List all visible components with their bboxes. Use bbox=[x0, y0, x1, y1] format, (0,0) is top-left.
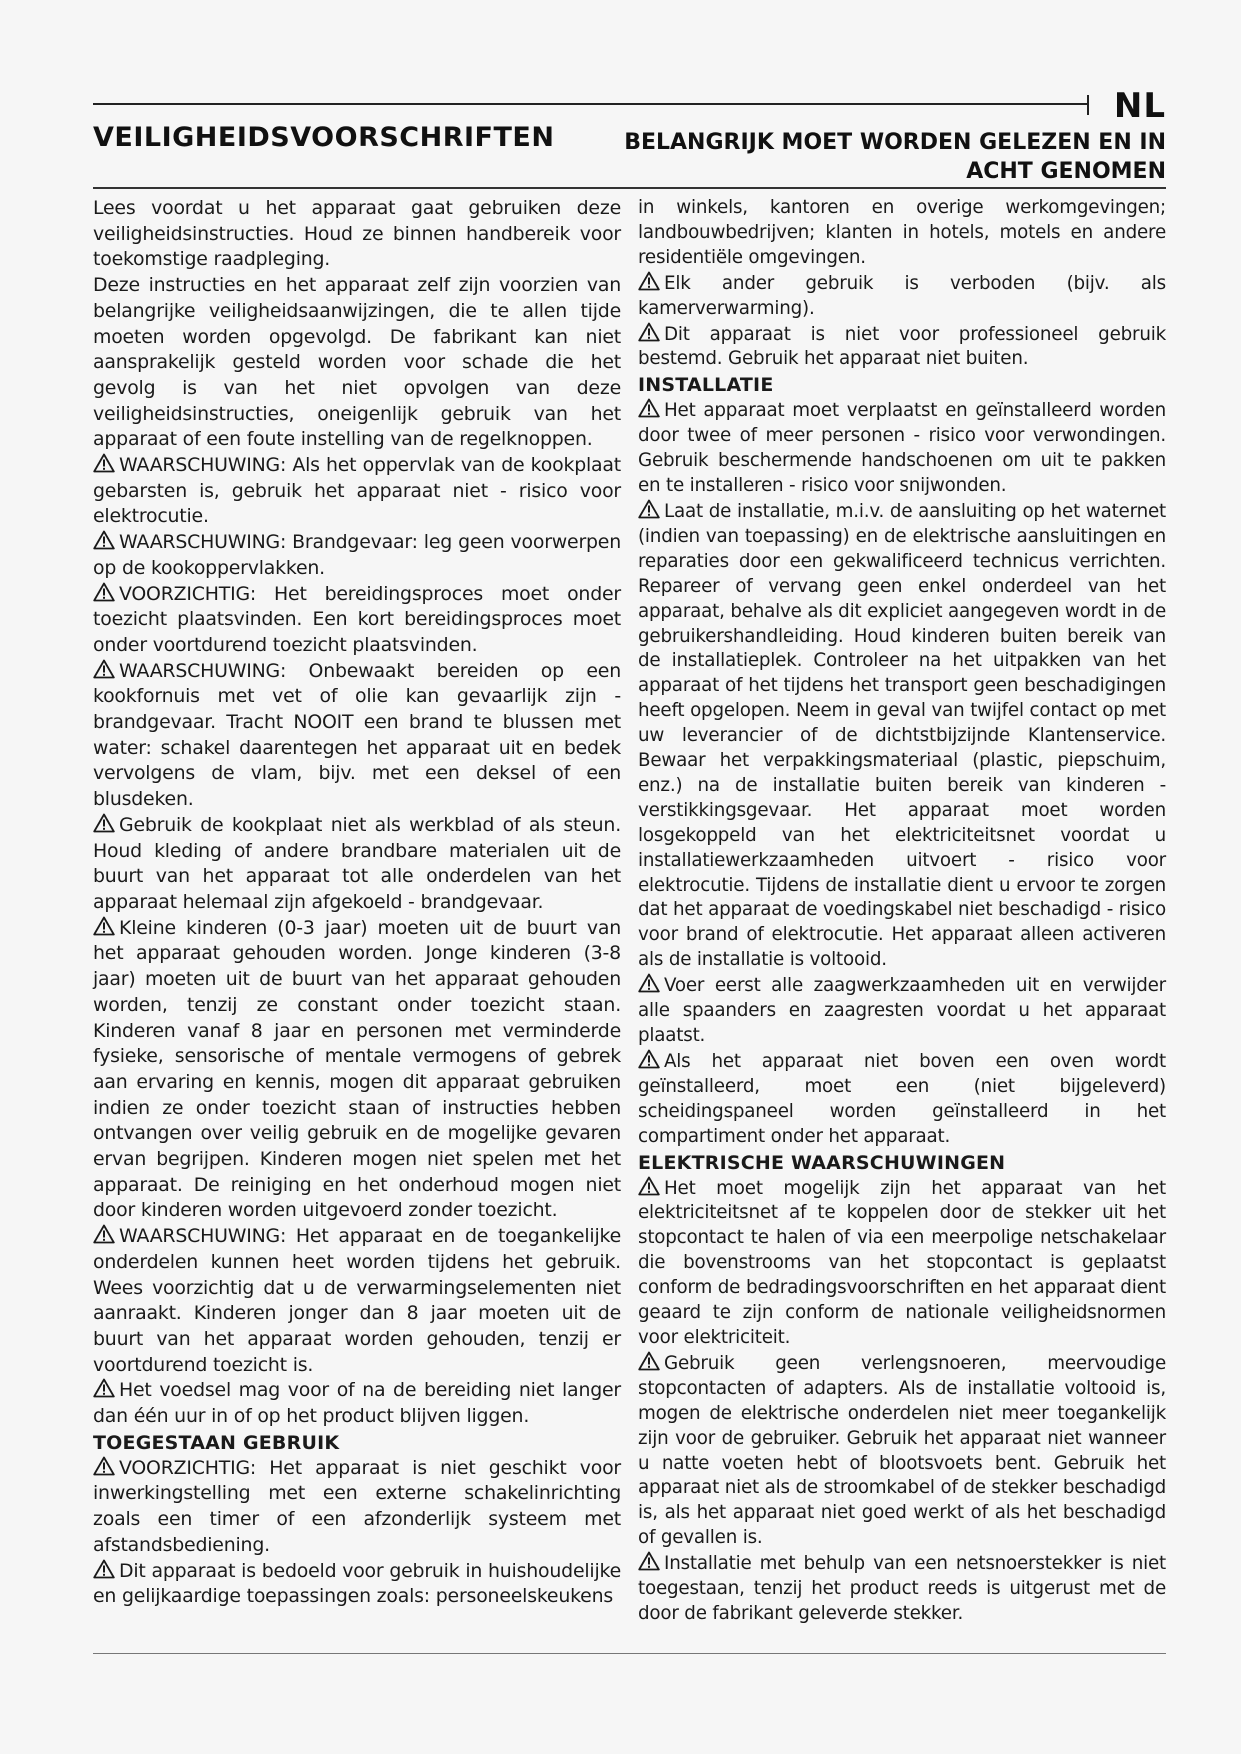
paragraph-text: Het moet mogelijk zijn het apparaat van het elektriciteitsnet af te koppelen door de stekker uit het stopcontact te halen of via een meerpolige netschakelaar die bovenstrooms van het stopcontact is geplaatst conform de bedradingsvoorschriften en het apparaat dient geaard te zijn conform de nationale veiligheidsnormen voor elektriciteit. bbox=[638, 1177, 1166, 1348]
warning-triangle-icon bbox=[93, 530, 115, 550]
paragraph-text: WAARSCHUWING: Onbewaakt bereiden op een kookfornuis met vet of olie kan gevaarlijk zijn - brandgevaar. Tracht NOOIT een brand te blussen met water: schakel daarentegen het apparaat uit en bedek vervolgens de vlam, bijv. met een deksel of een blusdeken. bbox=[93, 659, 621, 811]
warning-paragraph bbox=[93, 1224, 621, 1378]
warning-paragraph bbox=[93, 1559, 621, 1610]
paragraph-text: VOORZICHTIG: Het bereidingsproces moet onder toezicht plaatsvinden. Een kort bereidingsproces moet onder voortdurend toezicht plaatsvinden. bbox=[93, 582, 621, 656]
warning-triangle-icon bbox=[93, 582, 115, 602]
paragraph bbox=[638, 196, 1166, 271]
warning-triangle-icon bbox=[93, 1456, 115, 1476]
section-heading: ELEKTRISCHE WAARSCHUWINGEN bbox=[638, 1151, 1006, 1174]
warning-paragraph bbox=[638, 271, 1166, 322]
warning-triangle-icon bbox=[638, 1351, 660, 1371]
language-code: NL bbox=[1113, 86, 1166, 126]
header-rule bbox=[93, 187, 1166, 189]
warning-triangle-icon bbox=[93, 1559, 115, 1579]
right-column bbox=[638, 196, 1166, 1627]
warning-paragraph bbox=[638, 973, 1166, 1049]
paragraph-text: Elk ander gebruik is verboden (bijv. als kamerverwarming). bbox=[638, 272, 1166, 319]
warning-paragraph bbox=[93, 916, 621, 1224]
warning-paragraph bbox=[638, 322, 1166, 373]
footer-rule bbox=[93, 1653, 1166, 1654]
paragraph-text: Deze instructies en het apparaat zelf zijn voorzien van belangrijke veiligheidsaanwijzingen, die te allen tijde moeten worden opgevolgd. De fabrikant kan niet aansprakelijk gesteld worden voor schade die het gevolg is van het niet opvolgen van deze veiligheidsinstructies, oneigenlijk gebruik van het apparaat of een foute instelling van de regelknoppen. bbox=[93, 274, 621, 451]
top-rule bbox=[93, 103, 1089, 105]
paragraph-text: VOORZICHTIG: Het apparaat is niet geschikt voor inwerkingstelling met een externe schakelinrichting zoals een timer of een afzonderlijk systeem met afstandsbediening. bbox=[93, 1456, 621, 1556]
warning-triangle-icon bbox=[638, 271, 660, 291]
warning-triangle-icon bbox=[93, 453, 115, 473]
paragraph bbox=[93, 273, 621, 453]
paragraph-text: Dit apparaat is niet voor professioneel gebruik bestemd. Gebruik het apparaat niet buiten. bbox=[638, 323, 1166, 370]
warning-triangle-icon bbox=[93, 659, 115, 679]
paragraph-text: Dit apparaat is bedoeld voor gebruik in huishoudelijke en gelijkaardige toepassingen zoals: personeelskeukens bbox=[93, 1559, 621, 1608]
paragraph-text: WAARSCHUWING: Als het oppervlak van de kookplaat gebarsten is, gebruik het apparaat niet - risico voor elektrocutie. bbox=[93, 454, 621, 528]
section-heading: TOEGESTAAN GEBRUIK bbox=[93, 1431, 340, 1454]
paragraph-text: Kleine kinderen (0-3 jaar) moeten uit de buurt van het apparaat gehouden worden. Jonge kinderen (3-8 jaar) moeten uit de buurt van het apparaat gehouden worden, tenzij ze constant onder toezicht staan. Kinderen vanaf 8 jaar en personen met verminderde fysieke, sensorische of mentale vermogens of gebrek aan ervaring en kennis, mogen dit apparaat gebruiken indien ze onder toezicht staan of instructies hebben ontvangen over veilig gebruik en de mogelijke gevaren ervan begrijpen. Kinderen mogen niet spelen met het apparaat. De reiniging en het onderhoud mogen niet door kinderen worden uitgevoerd zonder toezicht. bbox=[93, 916, 621, 1222]
warning-triangle-icon bbox=[638, 398, 660, 418]
warning-triangle-icon bbox=[638, 1551, 660, 1571]
warning-paragraph bbox=[638, 398, 1166, 499]
warning-triangle-icon bbox=[638, 1049, 660, 1069]
warning-triangle-icon bbox=[93, 1378, 115, 1398]
warning-triangle-icon bbox=[93, 1224, 115, 1244]
paragraph-text: Lees voordat u het apparaat gaat gebruiken deze veiligheidsinstructies. Houd ze binnen handbereik voor toekomstige raadpleging. bbox=[93, 197, 621, 271]
warning-triangle-icon bbox=[638, 1176, 660, 1196]
paragraph-text: Het apparaat moet verplaatst en geïnstalleerd worden door twee of meer personen - risico voor verwondingen. Gebruik beschermende handschoenen om uit te pakken en te installeren - risico voor snijwonden. bbox=[638, 400, 1166, 497]
warning-paragraph bbox=[93, 582, 621, 659]
warning-paragraph bbox=[93, 813, 621, 916]
paragraph-text: Het voedsel mag voor of na de bereiding niet langer dan één uur in of op het product blijven liggen. bbox=[93, 1379, 621, 1428]
paragraph-text: WAARSCHUWING: Brandgevaar: leg geen voorwerpen op de kookoppervlakken. bbox=[93, 531, 621, 579]
paragraph-text: Laat de installatie, m.i.v. de aansluiting op het waternet (indien van toepassing) en de elektrische aansluitingen en reparaties door een gekwalificeerd technicus verrichten. Repareer of vervang geen enkel onderdeel van het apparaat, behalve als dit expliciet aangegeven wordt in de gebruikershandleiding. Houd kinderen buiten bereik van de installatieplek. Controleer na het uitpakken van het apparaat of het tijdens het transport geen beschadigingen heeft opgelopen. Neem in geval van twijfel contact op met uw leverancier of de dichtstbijzijnde Klantenservice. Bewaar het verpakkingsmateriaal (plastic, piepschuim, enz.) na de installatie buiten bereik van kinderen - verstikkingsgevaar. Het apparaat moet worden losgekoppeld van het elektriciteitsnet voordat u installatiewerkzaamheden uitvoert - risico voor elektrocutie. Tijdens de installatie dient u ervoor te zorgen dat het apparaat de voedingskabel niet beschadigd - risico voor brand of elektrocutie. Het apparaat alleen activeren als de installatie is voltooid. bbox=[638, 500, 1166, 971]
warning-paragraph bbox=[93, 530, 621, 581]
warning-paragraph bbox=[93, 453, 621, 530]
warning-triangle-icon bbox=[93, 813, 115, 833]
paragraph-text: Voer eerst alle zaagwerkzaamheden uit en verwijder alle spaanders en zaagresten voordat u het apparaat plaatst. bbox=[638, 975, 1166, 1046]
paragraph-text: Gebruik de kookplaat niet als werkblad of als steun. Houd kleding of andere brandbare materialen uit de buurt van het apparaat tot alle onderdelen van het apparaat helemaal zijn afgekoeld - brandgevaar. bbox=[93, 813, 621, 913]
warning-triangle-icon bbox=[93, 916, 115, 936]
paragraph bbox=[93, 196, 621, 273]
paragraph-text: Gebruik geen verlengsnoeren, meervoudige stopcontacten of adapters. Als de installatie voltooid is, mogen de elektrische onderdelen niet meer toegankelijk zijn voor de gebruiker. Gebruik het apparaat niet wanneer u natte voeten hebt of blootsvoets bent. Gebruik het apparaat niet als de stroomkabel of de stekker beschadigd is, als het apparaat niet goed werkt of als het beschadigd of gevallen is. bbox=[638, 1352, 1166, 1549]
warning-paragraph bbox=[638, 499, 1166, 973]
warning-paragraph bbox=[638, 1176, 1166, 1351]
warning-triangle-icon bbox=[638, 973, 660, 993]
warning-paragraph bbox=[638, 1351, 1166, 1551]
paragraph-text: in winkels, kantoren en overige werkomgevingen; landbouwbedrijven; klanten in hotels, motels en andere residentiële omgevingen. bbox=[638, 197, 1166, 268]
warning-paragraph bbox=[93, 1378, 621, 1429]
warning-triangle-icon bbox=[638, 499, 660, 519]
warning-paragraph bbox=[638, 1049, 1166, 1150]
paragraph-text: WAARSCHUWING: Het apparaat en de toegankelijke onderdelen kunnen heet worden tijdens het gebruik. Wees voorzichtig dat u de verwarmingselementen niet aanraakt. Kinderen jonger dan 8 jaar moeten uit de buurt van het apparaat worden gehouden, tenzij er voortdurend toezicht is. bbox=[93, 1225, 621, 1376]
paragraph-text: Installatie met behulp van een netsnoerstekker is niet toegestaan, tenzij het product reeds is uitgerust met de door de fabrikant geleverde stekker. bbox=[638, 1553, 1166, 1624]
page-title: VEILIGHEIDSVOORSCHRIFTEN bbox=[93, 122, 555, 153]
warning-paragraph bbox=[93, 659, 621, 813]
left-column bbox=[93, 196, 621, 1610]
warning-triangle-icon bbox=[638, 322, 660, 342]
paragraph-text: Als het apparaat niet boven een oven wordt geïnstalleerd, moet een (niet bijgeleverd) scheidingspaneel worden geïnstalleerd in het compartiment onder het apparaat. bbox=[638, 1050, 1166, 1147]
page-subtitle: BELANGRIJK MOET WORDEN GELEZEN EN IN ACHT GENOMEN bbox=[624, 130, 1166, 184]
section-heading: INSTALLATIE bbox=[638, 374, 774, 397]
warning-paragraph bbox=[638, 1551, 1166, 1627]
warning-paragraph bbox=[93, 1456, 621, 1559]
